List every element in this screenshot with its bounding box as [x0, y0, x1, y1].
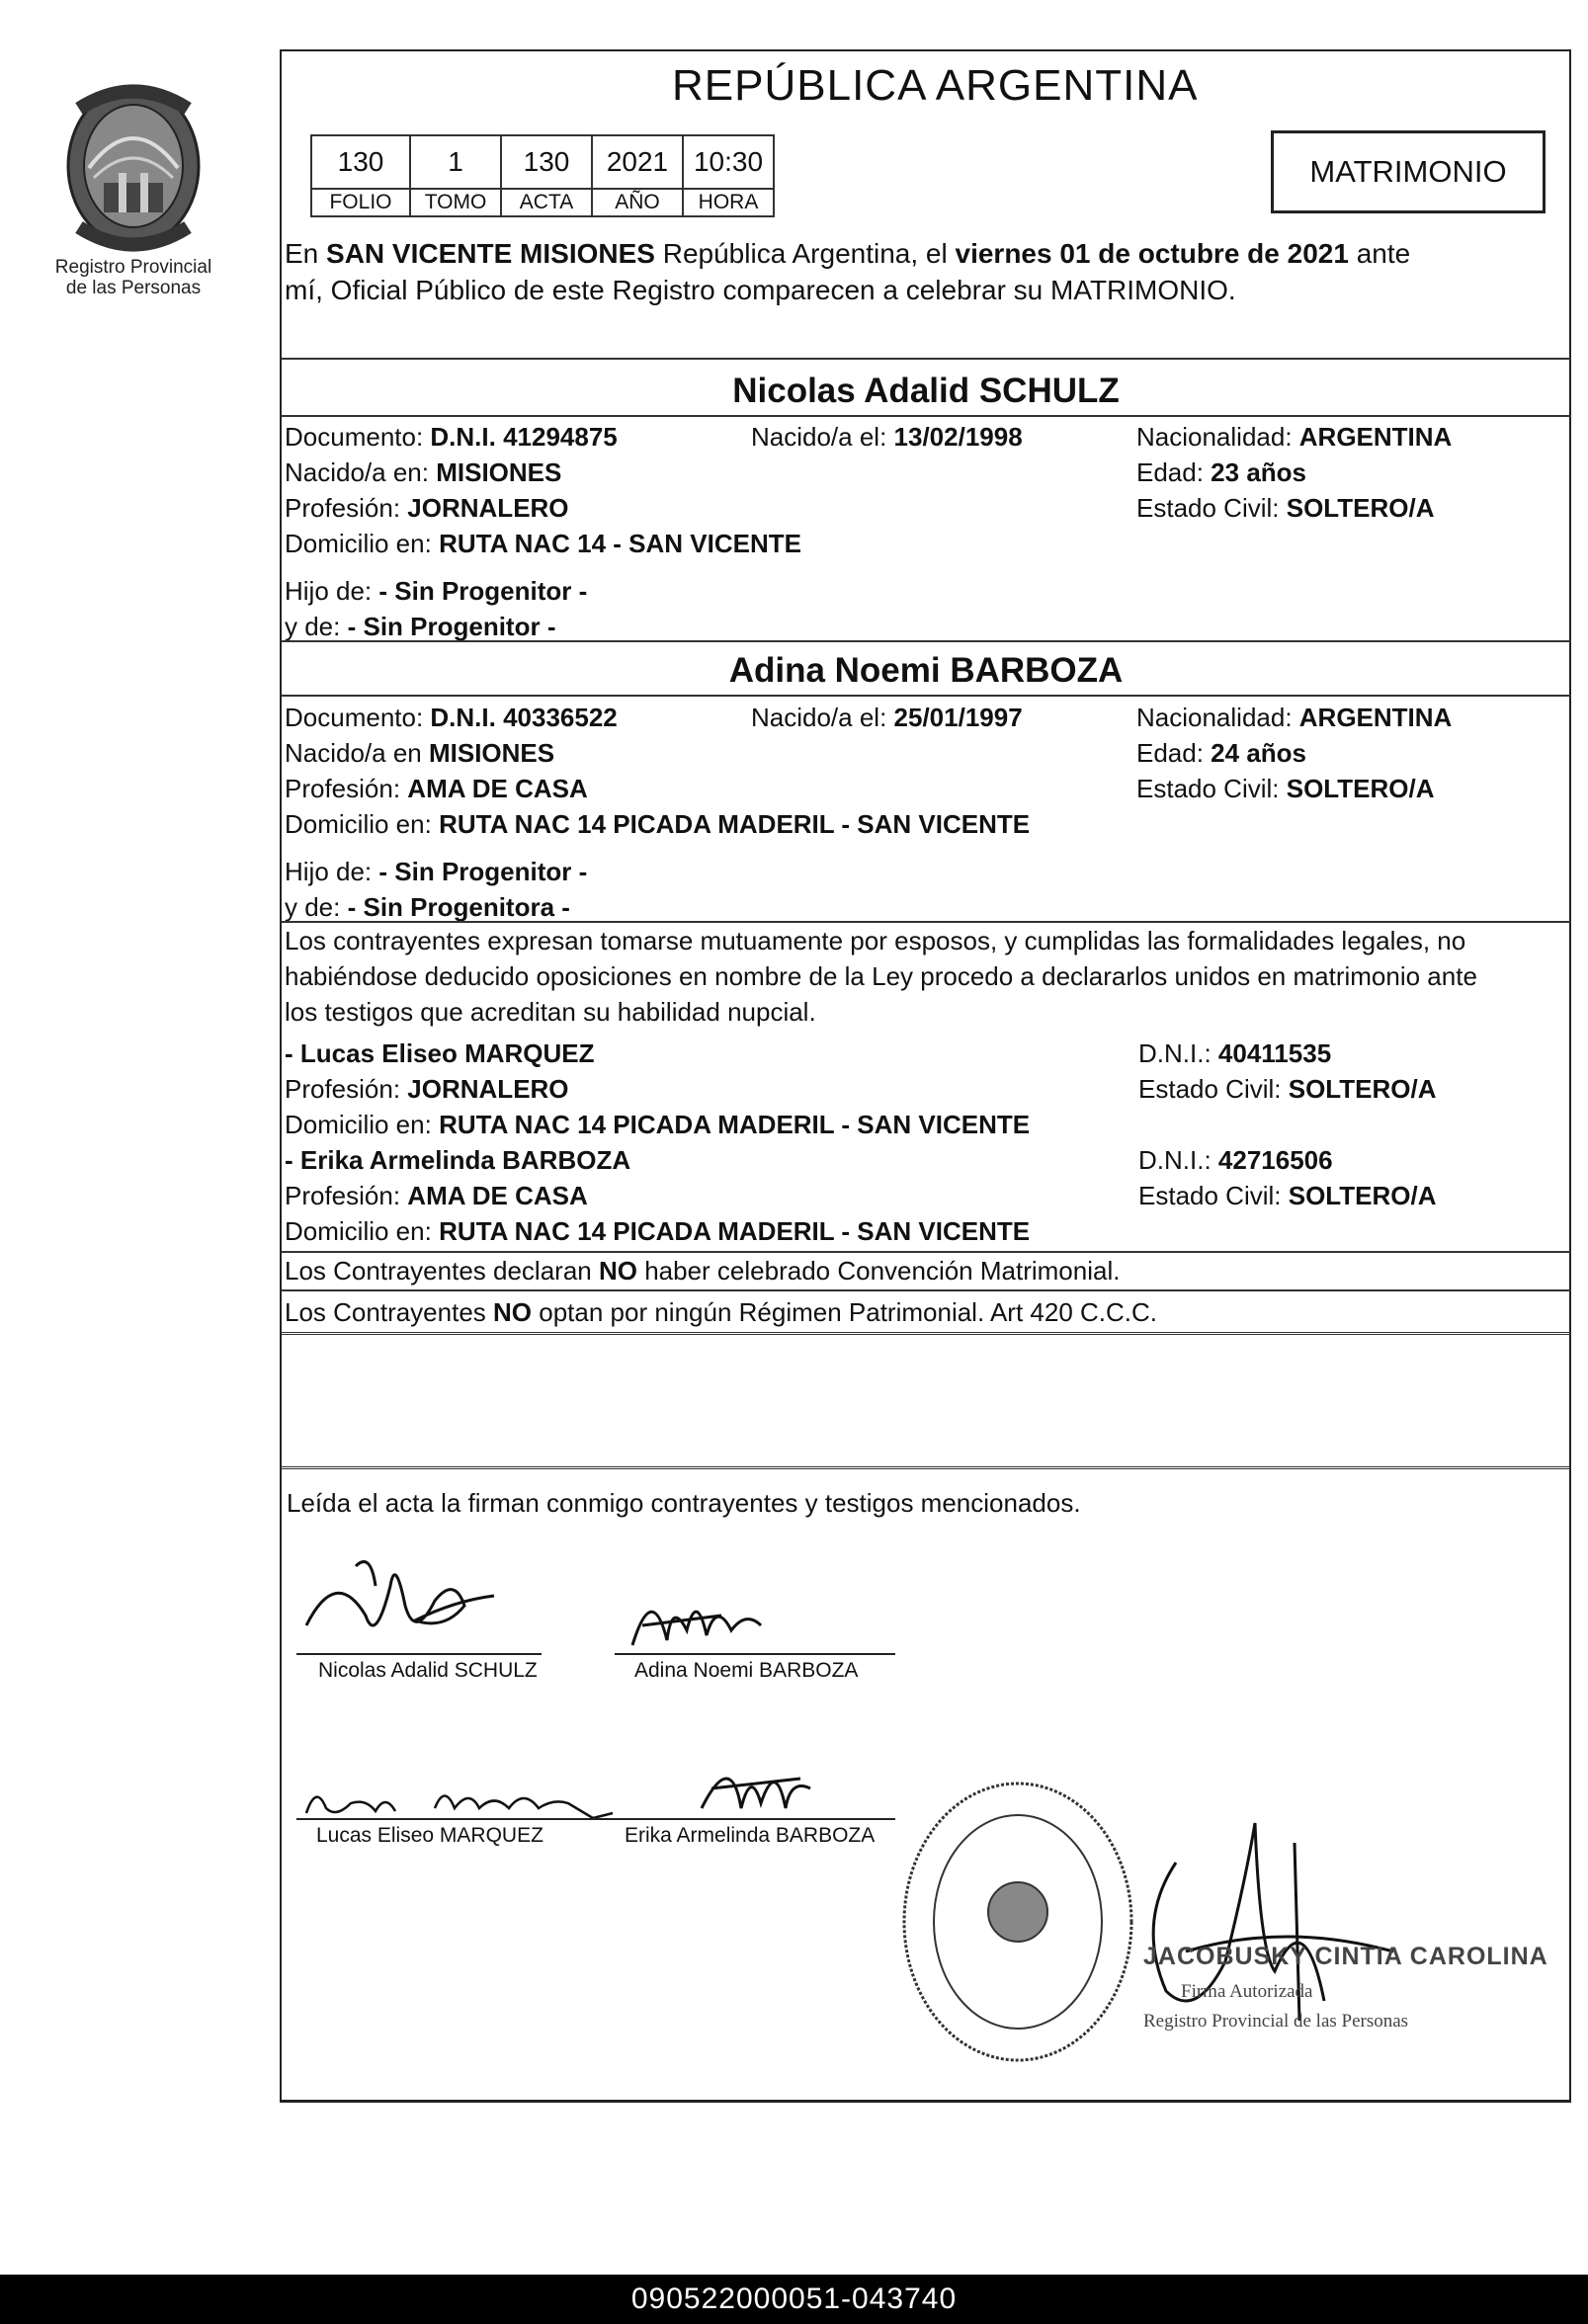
signature-caption-spouse1: Nicolas Adalid SCHULZ	[318, 1659, 538, 1682]
record-table	[310, 134, 775, 217]
declaration-paragraph	[285, 923, 1571, 1030]
spouse1-name: Nicolas Adalid SCHULZ	[732, 372, 1120, 410]
intro-place: SAN VICENTE MISIONES	[326, 238, 655, 269]
document-code: 090522000051-043740	[0, 2275, 1588, 2324]
spouse2-parent2: y de: - Sin Progenitora -	[285, 892, 570, 922]
witness2-civil-status: Estado Civil: SOLTERO/A	[1138, 1181, 1437, 1210]
signature-caption-witness1: Lucas Eliseo MARQUEZ	[316, 1824, 543, 1847]
folio-label: FOLIO	[311, 189, 410, 216]
divider	[281, 358, 1571, 360]
spouse1-age: Edad: 23 años	[1136, 457, 1306, 487]
spouse1-birth-date: Nacido/a el: 13/02/1998	[751, 422, 1023, 452]
regime-line-2: Los Contrayentes NO optan por ningún Régimen Patrimonial. Art 420 C.C.C.	[285, 1297, 1158, 1327]
registry-logo	[40, 79, 227, 298]
hora-label: HORA	[683, 189, 774, 216]
intro-text: República Argentina, el	[654, 238, 956, 269]
official-name: JACOBUSKY CINTIA CAROLINA	[1143, 1943, 1548, 1970]
spouse1-profession: Profesión: JORNALERO	[285, 493, 569, 523]
closing-statement: Leída el acta la firman conmigo contrayentes y testigos mencionados.	[287, 1488, 1081, 1518]
spouse1-birth-place: Nacido/a en: MISIONES	[285, 457, 562, 487]
spouse2-birth-date: Nacido/a el: 25/01/1997	[751, 703, 1023, 732]
declaration-line: habiéndose deducido oposiciones en nombre de la Ley procedo a declararlos unidos en matrimonio ante	[285, 961, 1477, 991]
signature-caption-witness2: Erika Armelinda BARBOZA	[625, 1824, 876, 1847]
witness1-address: Domicilio en: RUTA NAC 14 PICADA MADERIL - SAN VICENTE	[285, 1110, 1031, 1139]
spouse2-address: Domicilio en: RUTA NAC 14 PICADA MADERIL - SAN VICENTE	[285, 809, 1031, 839]
logo-caption-1: Registro Provincial	[54, 257, 212, 278]
intro-text: ante	[1348, 238, 1411, 269]
signature-spouse2	[613, 1571, 791, 1660]
spouse2-age: Edad: 24 años	[1136, 738, 1306, 768]
province-seal-icon	[59, 79, 208, 257]
spouse2-civil-status: Estado Civil: SOLTERO/A	[1136, 774, 1435, 803]
ano-value: 2021	[592, 135, 683, 189]
witness2-profession: Profesión: AMA DE CASA	[285, 1181, 588, 1210]
registry-seal-stamp	[894, 1774, 1141, 2070]
signature-official	[1136, 1803, 1433, 2040]
signature-line	[296, 1653, 542, 1655]
witness1-profession: Profesión: JORNALERO	[285, 1074, 569, 1104]
spouse2-document: Documento: D.N.I. 40336522	[285, 703, 618, 732]
spouse1-document: Documento: D.N.I. 41294875	[285, 422, 618, 452]
folio-value: 130	[311, 135, 410, 189]
spouse2-parent1: Hijo de: - Sin Progenitor -	[285, 857, 588, 886]
act-type-box: MATRIMONIO	[1271, 130, 1546, 213]
intro-text: En	[285, 238, 327, 269]
signature-spouse1	[296, 1546, 524, 1655]
acta-value: 130	[501, 135, 592, 189]
regime-line-1: Los Contrayentes declaran NO haber celebrado Convención Matrimonial.	[285, 1256, 1121, 1286]
tomo-label: TOMO	[410, 189, 501, 216]
spouse1-parent1: Hijo de: - Sin Progenitor -	[285, 576, 588, 606]
divider	[281, 695, 1571, 697]
spouse1-address: Domicilio en: RUTA NAC 14 - SAN VICENTE	[285, 529, 801, 558]
divider	[281, 415, 1571, 417]
logo-caption-2: de las Personas	[65, 278, 202, 298]
witness1-dni: D.N.I.: 40411535	[1138, 1038, 1332, 1068]
witness1-name: - Lucas Eliseo MARQUEZ	[285, 1038, 595, 1068]
official-role: Firma Autorizada	[1181, 1981, 1313, 2002]
intro-text: mí, Oficial Público de este Registro comparecen a celebrar su MATRIMONIO.	[285, 275, 1236, 305]
ano-label: AÑO	[592, 189, 683, 216]
spouse2-birth-place: Nacido/a en MISIONES	[285, 738, 555, 768]
witness2-address: Domicilio en: RUTA NAC 14 PICADA MADERIL - SAN VICENTE	[285, 1216, 1031, 1246]
spouse1-nationality: Nacionalidad: ARGENTINA	[1136, 422, 1453, 452]
declaration-line: Los contrayentes expresan tomarse mutuamente por esposos, y cumplidas las formalidades legales, no	[285, 926, 1466, 955]
divider	[281, 1251, 1571, 1253]
signature-caption-spouse2: Adina Noemi BARBOZA	[634, 1659, 859, 1682]
intro-paragraph	[285, 235, 1569, 308]
page-title: REPÚBLICA ARGENTINA	[672, 61, 1199, 110]
intro-date: viernes 01 de octubre de 2021	[955, 238, 1349, 269]
signature-witness2	[682, 1749, 830, 1823]
spouse2-name: Adina Noemi BARBOZA	[728, 651, 1124, 690]
tomo-value: 1	[410, 135, 501, 189]
witness2-dni: D.N.I.: 42716506	[1138, 1145, 1333, 1175]
spouse2-nationality: Nacionalidad: ARGENTINA	[1136, 703, 1453, 732]
divider	[281, 1332, 1571, 1335]
spouse1-parent2: y de: - Sin Progenitor -	[285, 612, 556, 641]
hora-value: 10:30	[683, 135, 774, 189]
spouse2-profession: Profesión: AMA DE CASA	[285, 774, 588, 803]
acta-label: ACTA	[501, 189, 592, 216]
signature-line	[615, 1653, 895, 1655]
divider	[281, 1466, 1571, 1469]
spouse1-civil-status: Estado Civil: SOLTERO/A	[1136, 493, 1435, 523]
declaration-line: los testigos que acreditan su habilidad nupcial.	[285, 997, 816, 1027]
divider	[281, 640, 1571, 642]
witness2-name: - Erika Armelinda BARBOZA	[285, 1145, 631, 1175]
official-org: Registro Provincial de las Personas	[1143, 2011, 1409, 2032]
witness1-civil-status: Estado Civil: SOLTERO/A	[1138, 1074, 1437, 1104]
divider	[281, 1289, 1571, 1291]
